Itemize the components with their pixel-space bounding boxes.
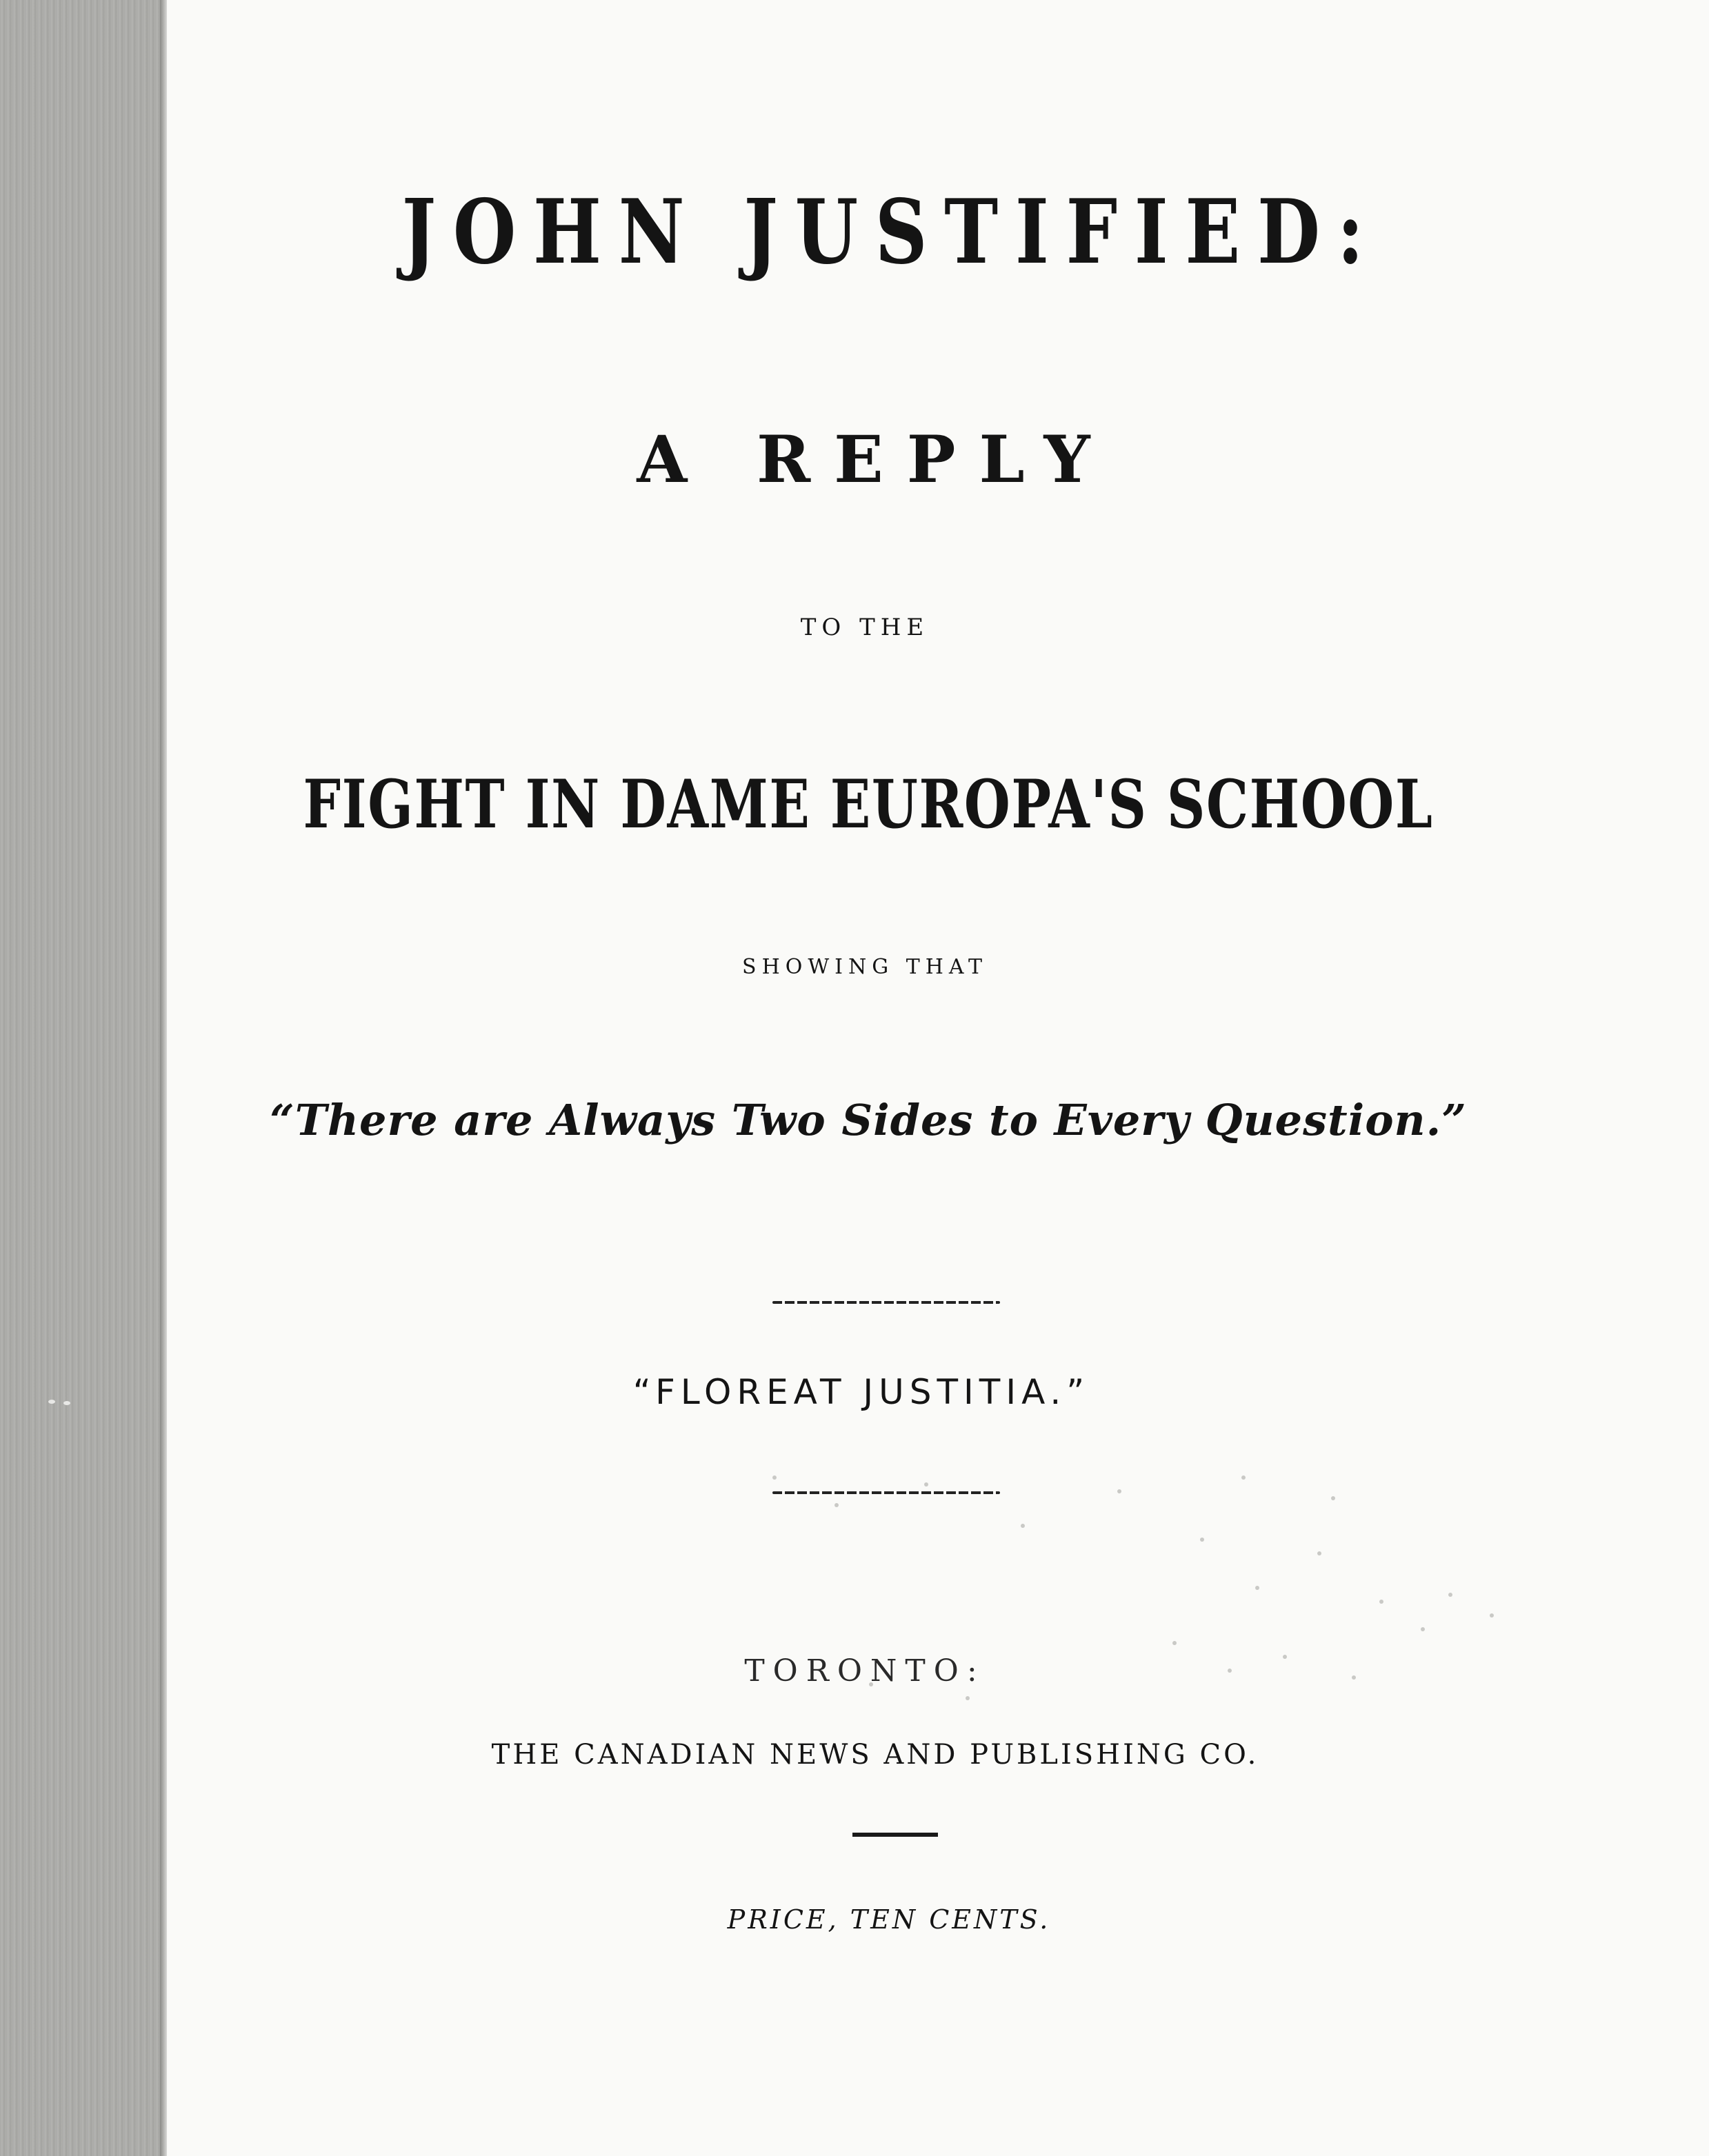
connector-text-2: SHOWING THAT — [742, 955, 988, 979]
price-text: PRICE, TEN CENTS. — [727, 1904, 1051, 1935]
motto-text: “There are Always Two Sides to Every Question.” — [270, 1095, 1467, 1145]
book-subtitle: A REPLY — [637, 422, 1114, 498]
book-title: JOHN JUSTIFIED: — [401, 181, 1381, 284]
publisher-name: THE CANADIAN NEWS AND PUBLISHING CO. — [491, 1739, 1259, 1771]
ornamental-rule — [772, 1301, 1000, 1304]
divider-rule — [852, 1833, 938, 1837]
referenced-work-title: FIGHT IN DAME EUROPA'S SCHOOL — [303, 765, 1434, 843]
publication-city: TORONTO: — [744, 1653, 986, 1689]
connector-text: TO THE — [800, 614, 930, 641]
epigraph-text: “FLOREAT JUSTITIA.” — [632, 1372, 1090, 1412]
binding-edge — [160, 0, 167, 2156]
binding-strip — [0, 0, 166, 2156]
